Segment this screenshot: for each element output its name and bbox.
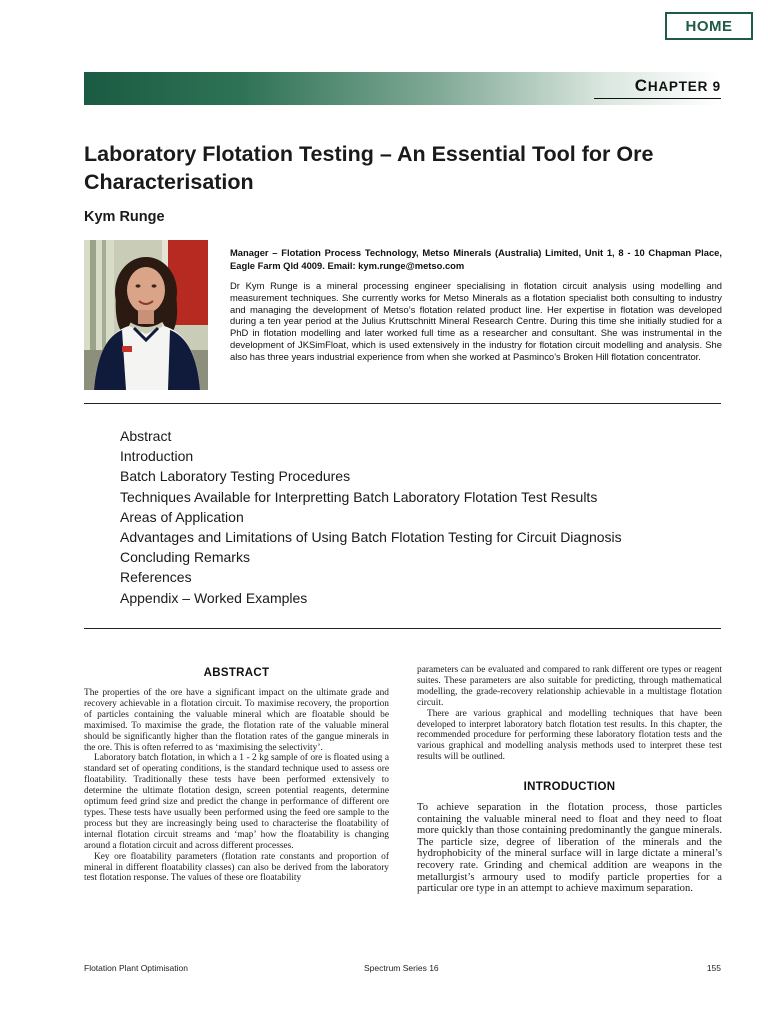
footer-page-number: 155 — [706, 963, 721, 973]
toc-item-introduction[interactable]: Introduction — [120, 448, 194, 465]
abstract-paragraph-3: Key ore floatability parameters (flotation rate constants and proportion of mineral in different floatability classes) can also be derived from the laboratory test flotation response. The values of these ore floatability — [84, 851, 389, 884]
abstract-heading: ABSTRACT — [203, 667, 270, 679]
toc-item-appendix[interactable]: Appendix – Worked Examples — [120, 589, 308, 606]
chapter-label-rest: HAPTER 9 — [647, 79, 721, 94]
toc-item-advantages-limitations[interactable]: Advantages and Limitations of Using Batch Flotation Testing for Circuit Diagnosis — [120, 529, 622, 546]
abstract-paragraph-4: parameters can be evaluated and compared to rank different ore types or reagent suites. These parameters are also suitable for predicting, through mathematical modelling, the grade-recovery relationship achievable in a multistage flotation circuit. — [417, 665, 722, 708]
introduction-column — [417, 802, 722, 895]
author-bio: Dr Kym Runge is a mineral processing engineer specialising in flotation circuit analysis using modelling and measurement techniques. She currently works for Metso Minerals as a flotation specialist both consulting to industry and managing the development of Metso’s flotation related product line. Her expertise in flotation was developed during a ten year period at the Julius Kruttschnitt Mineral Research Centre. During this time she initially studied for a PhD in flotation modelling and later worked full time as a researcher and consultant. She was instrumental in the development of JKSimFloat, which is used extensively in the industry for flotation circuit modelling and analysis. She also has three years industrial experience from when she worked at Pasminco’s Broken Hill flotation concentrator. — [230, 280, 722, 362]
page-title: Laboratory Flotation Testing – An Essential Tool for Ore Characterisation — [84, 142, 654, 194]
abstract-paragraph-2: Laboratory batch flotation, in which a 1 - 2 kg sample of ore is floated using a standard set of operating conditions, is the standard technique used to assess ore floatability. Traditionally these tests have been performed extensively to determine the ultimate flotation design, screen potential reagents, determine optimum feed grind size and predict the change in performance of different ore types. These tests have usually been performed using the feed ore sample to the process but they are increasingly being used to characterise the floatability of internal flotation circuit streams and ‘map’ how the floatability is changing around a flotation circuit and across different processes. — [84, 753, 389, 851]
divider-top — [84, 403, 721, 404]
author-name: Kym Runge — [84, 209, 165, 225]
introduction-paragraph-1: To achieve separation in the flotation process, those particles containing the valuable mineral need to float and they need to float more quickly than those containing predominantly the gangue minerals. The particle size, degree of liberation of the minerals and the hydrophobicity of the mineral surface will in large dictate a mineral’s recovery rate. Grinding and chemical addition are weapons in the metallurgist’s armoury used to modify particle properties for a particular ore type in an attempt to achieve maximum separation. — [417, 802, 722, 895]
home-button[interactable]: HOME — [665, 12, 753, 40]
toc-item-areas-of-application[interactable]: Areas of Application — [120, 508, 244, 525]
footer-series: Spectrum Series 16 — [364, 963, 439, 973]
introduction-heading: INTRODUCTION — [523, 781, 616, 793]
divider-bottom — [84, 628, 721, 629]
chapter-banner — [84, 72, 721, 105]
footer-book-title: Flotation Plant Optimisation — [84, 963, 188, 973]
abstract-paragraph-1: The properties of the ore have a significant impact on the ultimate grade and recovery achievable in a flotation circuit. To maximise recovery, the proportion of particles containing the valuable mineral which are floatable should be maximised. To maximise the grade, the flotation rate of the valuable mineral should be significantly higher than the flotation rates of the gangue minerals in the ore. This is often referred to as ‘maximising the selectivity’. — [84, 688, 389, 753]
abstract-continuation — [417, 665, 722, 763]
abstract-paragraph-5: There are various graphical and modelling techniques that have been developed to interpret laboratory batch flotation test results. In this chapter, the recommended procedure for performing these laboratory flotation tests and the various graphical and modelling analysis methods used to interpret these test results will be outlined. — [417, 708, 722, 763]
toc-item-concluding-remarks[interactable]: Concluding Remarks — [120, 549, 250, 566]
table-of-contents — [120, 426, 622, 608]
toc-item-references[interactable]: References — [120, 569, 192, 586]
toc-item-abstract[interactable]: Abstract — [120, 428, 172, 444]
chapter-rule — [594, 98, 721, 99]
author-photo — [84, 240, 208, 390]
toc-item-techniques[interactable]: Techniques Available for Interpretting Batch Laboratory Flotation Test Results — [120, 488, 598, 505]
toc-item-batch-procedures[interactable]: Batch Laboratory Testing Procedures — [120, 468, 351, 485]
abstract-column — [84, 688, 389, 884]
chapter-label-initial: C — [634, 76, 648, 95]
chapter-label — [635, 76, 721, 96]
author-affiliation: Manager – Flotation Process Technology, Metso Minerals (Australia) Limited, Unit 1, 8 - 10 Chapman Place, Eagle Farm Qld 4009. Email: kym.runge@metso.com — [230, 247, 722, 271]
